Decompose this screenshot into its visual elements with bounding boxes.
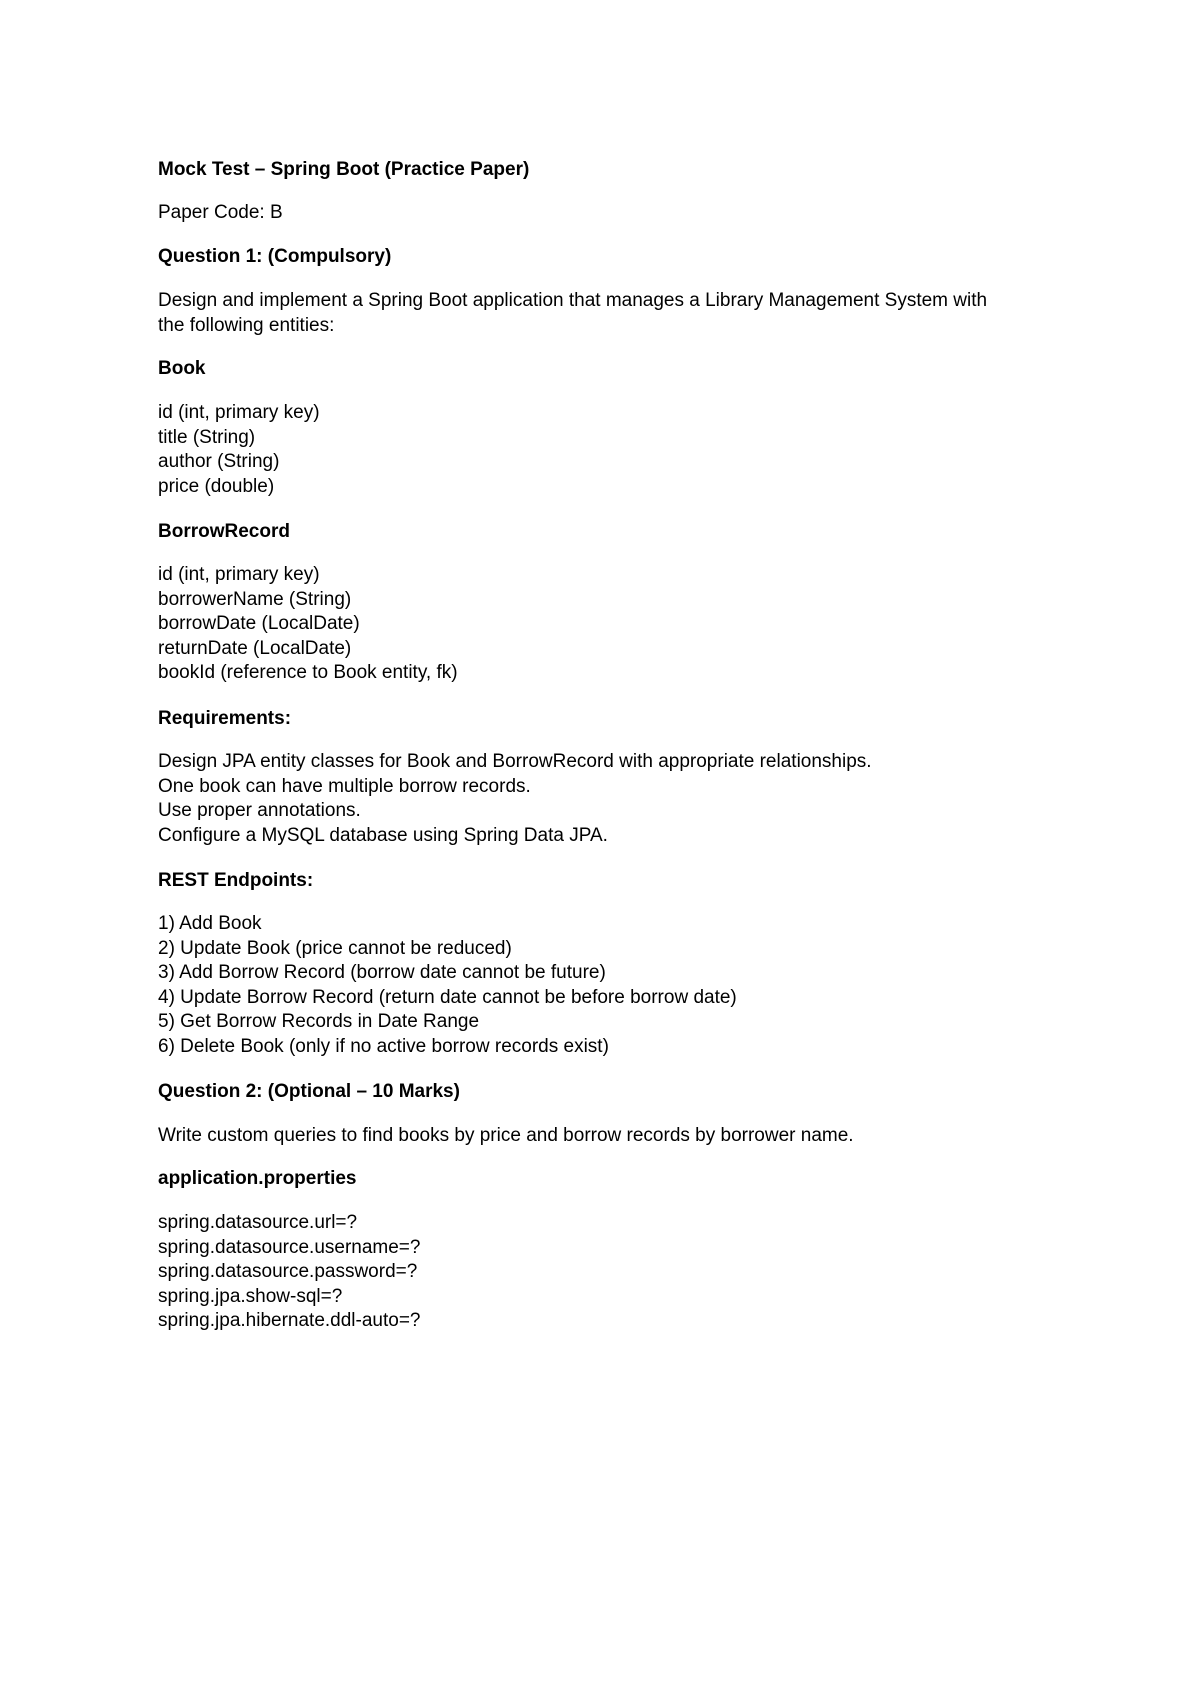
borrow-record-heading: BorrowRecord xyxy=(158,521,290,542)
endpoint-item: 3) Add Borrow Record (borrow date cannot be future) xyxy=(158,962,606,983)
endpoint-item: 5) Get Borrow Records in Date Range xyxy=(158,1011,480,1032)
book-heading: Book xyxy=(158,358,206,379)
property-item: spring.datasource.url=? xyxy=(158,1212,358,1233)
borrow-record-fields xyxy=(158,563,458,686)
property-item: spring.jpa.show-sql=? xyxy=(158,1285,343,1307)
question1-heading: Question 1: (Compulsory) xyxy=(158,246,392,267)
endpoint-item: 2) Update Book (price cannot be reduced) xyxy=(158,937,512,959)
page-title: Mock Test – Spring Boot (Practice Paper) xyxy=(158,159,530,180)
property-item: spring.datasource.password=? xyxy=(158,1261,418,1282)
question2-heading: Question 2: (Optional – 10 Marks) xyxy=(158,1081,460,1102)
book-fields xyxy=(158,401,320,499)
requirement-item: One book can have multiple borrow records. xyxy=(158,775,531,797)
book-field: id (int, primary key) xyxy=(158,402,320,423)
book-field: price (double) xyxy=(158,475,275,497)
property-item: spring.jpa.hibernate.ddl-auto=? xyxy=(158,1310,421,1331)
book-field: title (String) xyxy=(158,426,256,448)
question1-intro-line: Design and implement a Spring Boot application that manages a Library Management System with xyxy=(158,290,988,311)
requirement-item: Design JPA entity classes for Book and BorrowRecord with appropriate relationships. xyxy=(158,751,872,772)
application-properties-list xyxy=(158,1211,421,1334)
borrow-record-field: returnDate (LocalDate) xyxy=(158,637,352,659)
rest-endpoints-heading: REST Endpoints: xyxy=(158,870,314,891)
requirement-item: Configure a MySQL database using Spring Data JPA. xyxy=(158,824,608,846)
question1-intro-line: the following entities: xyxy=(158,314,335,336)
application-properties-heading: application.properties xyxy=(158,1168,357,1189)
requirement-item: Use proper annotations. xyxy=(158,800,361,821)
book-field: author (String) xyxy=(158,451,280,472)
property-item: spring.datasource.username=? xyxy=(158,1236,421,1258)
rest-endpoints-list xyxy=(158,912,737,1059)
question2-text: Write custom queries to find books by price and borrow records by borrower name. xyxy=(158,1125,854,1146)
question1-intro xyxy=(158,289,987,338)
borrow-record-field: id (int, primary key) xyxy=(158,564,320,585)
borrow-record-field: borrowerName (String) xyxy=(158,588,352,610)
requirements-list xyxy=(158,750,872,848)
endpoint-item: 6) Delete Book (only if no active borrow records exist) xyxy=(158,1035,609,1057)
requirements-heading: Requirements: xyxy=(158,708,292,729)
borrow-record-field: borrowDate (LocalDate) xyxy=(158,613,360,634)
borrow-record-field: bookId (reference to Book entity, fk) xyxy=(158,662,458,683)
endpoint-item: 1) Add Book xyxy=(158,913,262,934)
endpoint-item: 4) Update Borrow Record (return date cannot be before borrow date) xyxy=(158,986,737,1008)
paper-code: Paper Code: B xyxy=(158,202,283,223)
